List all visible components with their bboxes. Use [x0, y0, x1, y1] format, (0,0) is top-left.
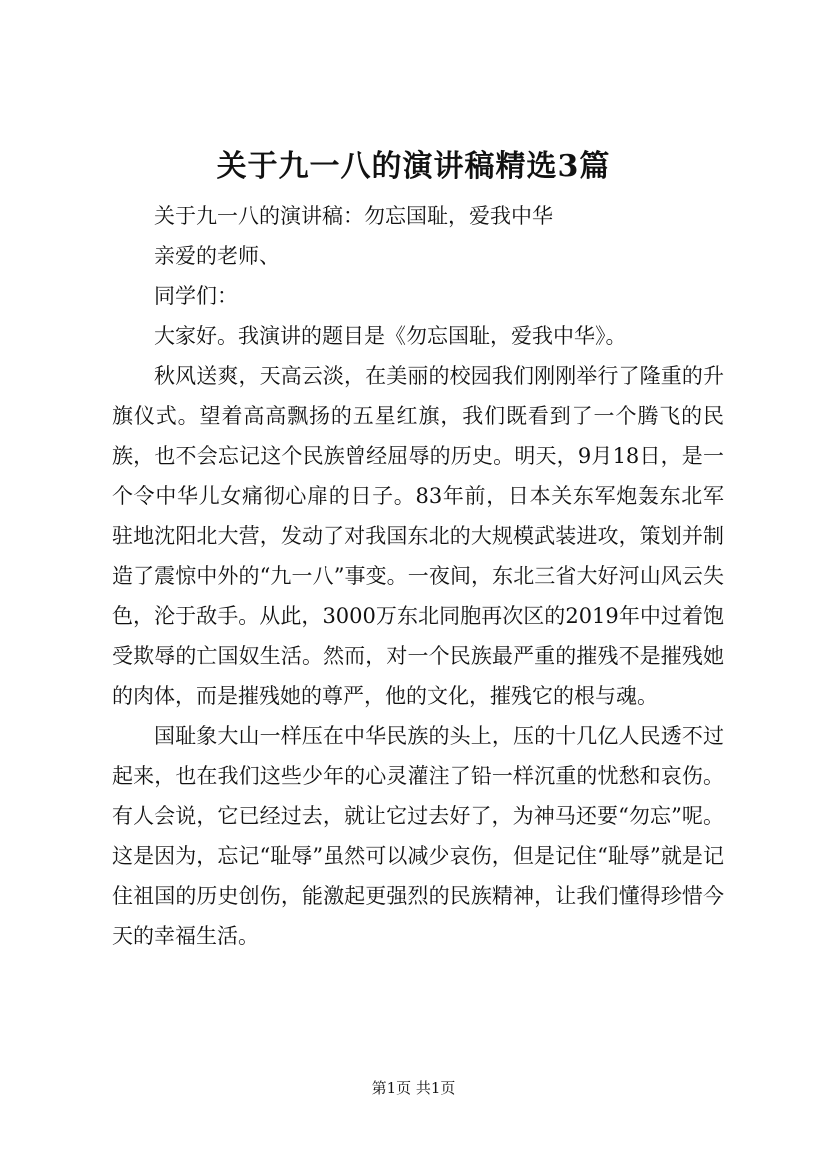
body-paragraph: 秋风送爽，天高云淡，在美丽的校园我们刚刚举行了隆重的升旗仪式。望着高高飘扬的五星红旗，我们既看到了一个腾飞的民族，也不会忘记这个民族曾经屈辱的历史。明天，9月18日，是一个令中华儿女痛彻心扉的日子。83年前，日本关东军炮轰东北军驻地沈阳北大营，发动了对我国东北的大规模武装进攻，策划并制造了震惊中外的“九一八”事变。一夜间，东北三省大好河山风云失色，沦于敌手。从此，3000万东北同胞再次区的2019年中过着饱受欺辱的亡国奴生活。然而，对一个民族最严重的摧残不是摧残她的肉体，而是摧残她的尊严，他的文化，摧残它的根与魂。 [112, 364, 724, 708]
greeting-teachers: 亲爱的老师、 [154, 244, 280, 268]
page-footer: 第1页 共1页 [371, 1079, 456, 1097]
document-body [112, 196, 724, 956]
body-paragraph: 国耻象大山一样压在中华民族的头上，压的十几亿人民透不过起来，也在我们这些少年的心灵灌注了铅一样沉重的忧愁和哀伤。有人会说，它已经过去，就让它过去好了，为神马还要“勿忘”呢。这是因为，忘记“耻辱”虽然可以减少哀伤，但是记住“耻辱”就是记住祖国的历史创伤，能激起更强烈的民族精神，让我们懂得珍惜今天的幸福生活。 [112, 724, 724, 948]
intro-paragraph: 大家好。我演讲的题目是《勿忘国耻，爱我中华》。 [154, 324, 627, 348]
document-title: 关于九一八的演讲稿精选3篇 [216, 149, 611, 184]
speech-subtitle: 关于九一八的演讲稿：勿忘国耻，爱我中华 [154, 204, 553, 228]
greeting-students: 同学们： [154, 284, 238, 308]
